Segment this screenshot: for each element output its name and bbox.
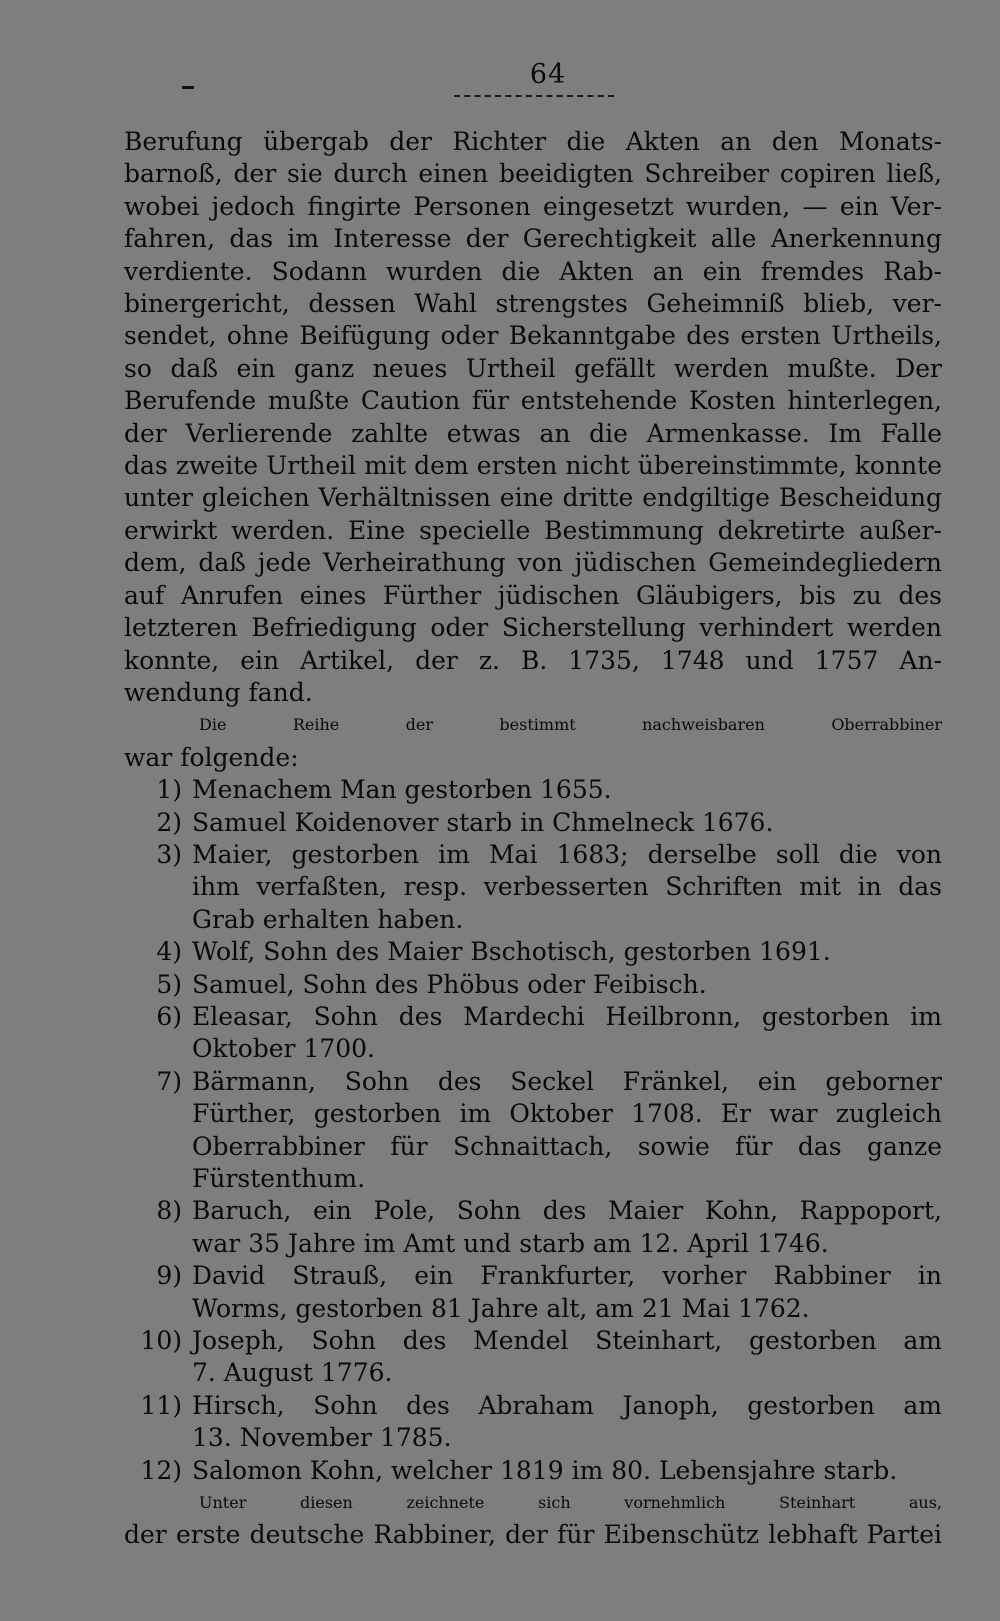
text-line: wobei jedoch fingirte Personen eingesetzt wurden, — ein Ver-	[124, 191, 942, 221]
text-line: Worms, gestorben 81 Jahre alt, am 21 Mai 1762.	[192, 1293, 810, 1323]
text-line: Baruch, ein Pole, Sohn des Maier Kohn, Rappoport,	[192, 1196, 942, 1226]
list-item-number: 12)	[140, 1455, 182, 1485]
text-line: 7. August 1776.	[192, 1358, 393, 1388]
text-line: Oberrabbiner für Schnaittach, sowie für das ganze	[192, 1131, 942, 1161]
list-item-number: 10)	[140, 1326, 182, 1356]
text-line: war folgende:	[124, 742, 299, 772]
list-item-text	[192, 936, 942, 968]
text-line: ihm verfaßten, resp. verbesserten Schriften mit in das	[192, 872, 942, 902]
text-line: war 35 Jahre im Amt und starb am 12. April 1746.	[192, 1228, 829, 1258]
list-item-text	[192, 1195, 942, 1260]
text-line: erwirkt werden. Eine specielle Bestimmung dekretirte außer-	[124, 515, 942, 545]
list-item	[124, 1260, 942, 1325]
list-item-number: 11)	[140, 1390, 182, 1420]
text-line: konnte, ein Artikel, der z. B. 1735, 1748 und 1757 An-	[124, 645, 942, 675]
text-line: sendet, ohne Beifügung oder Bekanntgabe des ersten Urtheils,	[124, 321, 942, 351]
list-item	[124, 807, 942, 839]
text-line: verdiente. Sodann wurden die Akten an ein fremdes Rab-	[124, 256, 942, 286]
list-item	[124, 969, 942, 1001]
text-line: Fürstenthum.	[192, 1164, 366, 1193]
list-item	[124, 1455, 942, 1487]
list-item	[124, 839, 942, 936]
text-line: das zweite Urtheil mit dem ersten nicht übereinstimmte, konnte	[124, 451, 942, 481]
list-item-text	[192, 1390, 942, 1455]
list-item-text	[192, 807, 942, 839]
list-item-number: 6)	[156, 1001, 182, 1031]
page-number: 64	[529, 59, 567, 90]
text-line: Hirsch, Sohn des Abraham Janoph, gestorben am	[192, 1390, 942, 1420]
list-item	[124, 1066, 942, 1196]
text-line: Berufende mußte Caution für entstehende Kosten hinterlegen,	[124, 386, 942, 416]
text-line: letzteren Befriedigung oder Sicherstellung verhindert werden	[124, 613, 942, 643]
paragraph-steinhart	[124, 1487, 942, 1552]
list-item-number: 3)	[156, 839, 182, 869]
paragraph-rabbi-list-intro	[124, 709, 942, 774]
list-item-text	[192, 839, 942, 936]
rabbi-list	[124, 774, 942, 1487]
text-line: der erste deutsche Rabbiner, der für Eibenschütz lebhaft Partei	[124, 1520, 942, 1550]
list-item-number: 4)	[156, 937, 182, 967]
list-item	[124, 1390, 942, 1455]
text-line: Maier, gestorben im Mai 1683; derselbe soll die von	[192, 839, 942, 869]
text-line: Oktober 1700.	[192, 1034, 376, 1064]
text-line: Samuel Koidenover starb in Chmelneck 1676.	[192, 807, 774, 837]
text-line: unter gleichen Verhältnissen eine dritte endgiltige Bescheidung	[124, 483, 942, 513]
paragraph-appeal-procedure	[124, 126, 942, 709]
list-item-number: 7)	[156, 1066, 182, 1096]
text-line: barnoß, der sie durch einen beeidigten Schreiber copiren ließ,	[124, 159, 942, 189]
list-item-text	[192, 1260, 942, 1325]
list-item-number: 1)	[156, 775, 182, 805]
text-line: der Verlierende zahlte etwas an die Armenkasse. Im Falle	[124, 418, 942, 448]
list-item-text	[192, 1001, 942, 1066]
list-item	[124, 1001, 942, 1066]
list-item	[124, 774, 942, 806]
list-item-number: 9)	[156, 1261, 182, 1291]
list-item-text	[192, 1455, 942, 1487]
text-line: Wolf, Sohn des Maier Bschotisch, gestorben 1691.	[192, 937, 831, 967]
text-line: wendung fand.	[124, 677, 313, 707]
text-line: Fürther, gestorben im Oktober 1708. Er war zugleich	[192, 1099, 942, 1129]
text-line: auf Anrufen eines Fürther jüdischen Gläubigers, bis zu des	[124, 580, 942, 610]
list-item	[124, 1195, 942, 1260]
list-item-number: 5)	[156, 969, 182, 999]
list-item-text	[192, 969, 942, 1001]
header-ornament-rule	[454, 95, 614, 100]
list-item	[124, 1325, 942, 1390]
text-line: Menachem Man gestorben 1655.	[192, 775, 612, 805]
text-line: Grab erhalten haben.	[192, 904, 464, 934]
text-line: David Strauß, ein Frankfurter, vorher Rabbiner in	[192, 1261, 942, 1291]
text-line: Berufung übergab der Richter die Akten an den Monats-	[124, 127, 942, 156]
list-item-number: 2)	[156, 807, 182, 837]
text-line: Die Reihe der bestimmt nachweisbaren Oberrabbiner	[199, 715, 942, 735]
list-item-text	[192, 774, 942, 806]
list-item-number: 8)	[156, 1196, 182, 1226]
text-line: 13. November 1785.	[192, 1423, 452, 1453]
text-line: Unter diesen zeichnete sich vornehmlich Steinhart aus,	[199, 1493, 942, 1513]
text-line: binergericht, dessen Wahl strengstes Geheimniß blieb, ver-	[124, 289, 942, 319]
list-item-text	[192, 1325, 942, 1390]
text-line: Eleasar, Sohn des Mardechi Heilbronn, gestorben im	[192, 1001, 942, 1031]
text-line: Bärmann, Sohn des Seckel Fränkel, ein geborner	[192, 1066, 942, 1096]
text-line: dem, daß jede Verheirathung von jüdischen Gemeindegliedern	[124, 548, 942, 578]
list-item-text	[192, 1066, 942, 1196]
text-line: Joseph, Sohn des Mendel Steinhart, gestorben am	[192, 1326, 942, 1356]
text-line: Salomon Kohn, welcher 1819 im 80. Lebensjahre starb.	[192, 1455, 898, 1485]
text-line: fahren, das im Interesse der Gerechtigkeit alle Anerkennung	[124, 224, 942, 254]
text-line: Samuel, Sohn des Phöbus oder Feibisch.	[192, 969, 707, 999]
list-item	[124, 936, 942, 968]
margin-dash-mark	[182, 86, 194, 89]
text-line: so daß ein ganz neues Urtheil gefällt werden mußte. Der	[124, 353, 942, 383]
